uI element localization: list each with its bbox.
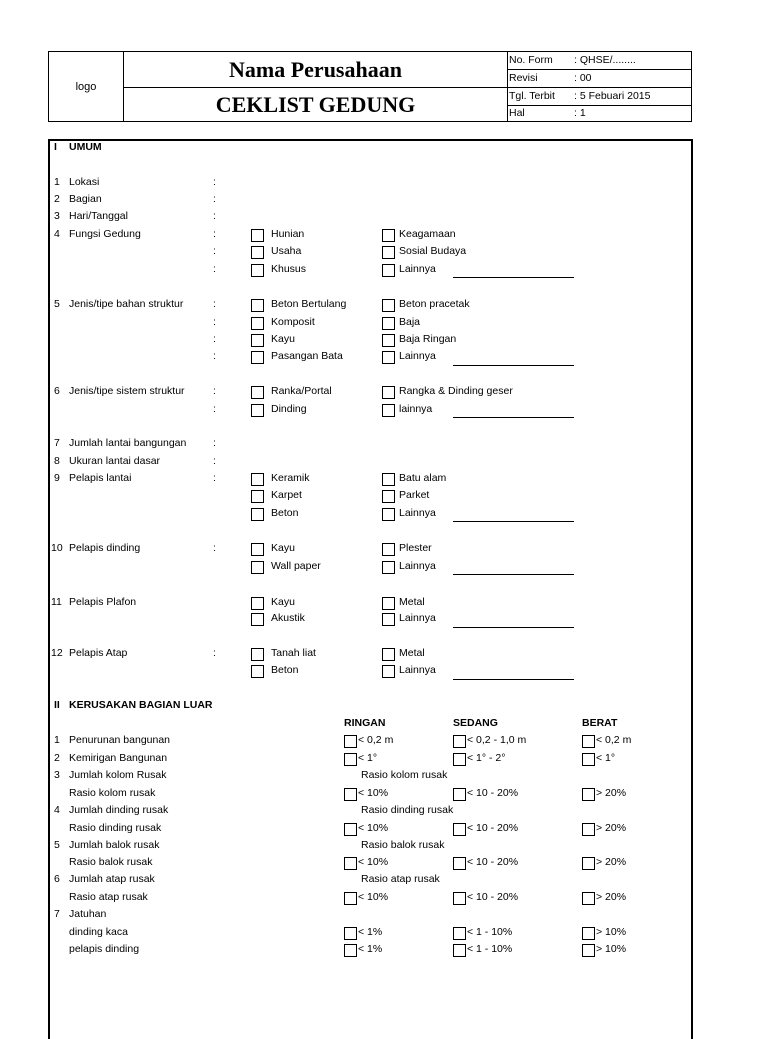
fill-in-line[interactable] <box>453 574 574 575</box>
checkbox-berat[interactable] <box>582 735 595 748</box>
item-label: Rasio balok rusak <box>69 856 153 868</box>
option-label: < 10 - 20% <box>467 856 519 868</box>
option-label: Lainnya <box>399 560 436 572</box>
option-label: Usaha <box>271 245 302 257</box>
checkbox-sedang[interactable] <box>453 927 466 940</box>
item-label: Jumlah balok rusak <box>69 839 160 851</box>
item-label: Jumlah dinding rusak <box>69 804 169 816</box>
option-label: Lainnya <box>399 664 436 676</box>
item-label: Hari/Tanggal <box>69 210 128 222</box>
option-label: Kayu <box>271 333 295 345</box>
option-label: Beton pracetak <box>399 298 470 310</box>
option-label: Kayu <box>271 596 295 608</box>
checkbox-beton-bertulang[interactable] <box>251 299 264 312</box>
option-label: > 20% <box>596 787 627 799</box>
logo-placeholder: logo <box>49 52 124 121</box>
fill-in-line[interactable] <box>453 627 574 628</box>
option-label: > 20% <box>596 822 627 834</box>
checkbox-metal[interactable] <box>382 648 395 661</box>
info-value: : QHSE/........ <box>574 54 636 66</box>
info-key: Revisi <box>509 72 538 84</box>
option-label: < 10 - 20% <box>467 787 519 799</box>
fill-in-line[interactable] <box>453 277 574 278</box>
colon: : <box>213 298 216 310</box>
checkbox-plester[interactable] <box>382 543 395 556</box>
option-label: Metal <box>399 596 425 608</box>
option-label: < 10% <box>358 787 389 799</box>
checkbox-berat[interactable] <box>582 944 595 957</box>
colon: : <box>213 210 216 222</box>
colon: : <box>213 245 216 257</box>
item-number: 4 <box>54 228 60 240</box>
checkbox-beton-pracetak[interactable] <box>382 299 395 312</box>
option-label: Baja Ringan <box>399 333 457 345</box>
info-value: : 00 <box>574 72 592 84</box>
option-label: < 1 - 10% <box>467 943 513 955</box>
checkbox-khusus[interactable] <box>251 264 264 277</box>
colon: : <box>213 176 216 188</box>
info-row-hal <box>508 105 691 122</box>
column-header-ringan: RINGAN <box>344 717 386 729</box>
section-number: II <box>54 699 60 711</box>
sub-heading: Rasio balok rusak <box>361 839 445 851</box>
section-title: KERUSAKAN BAGIAN LUAR <box>69 699 213 711</box>
colon: : <box>213 437 216 449</box>
option-label: < 0,2 m <box>596 734 632 746</box>
option-label: Metal <box>399 647 425 659</box>
checkbox-kayu[interactable] <box>251 597 264 610</box>
item-label: Jumlah kolom Rusak <box>69 769 167 781</box>
item-label: Rasio kolom rusak <box>69 787 156 799</box>
item-number: 6 <box>54 385 60 397</box>
option-label: < 1° - 2° <box>467 752 506 764</box>
option-label: Baja <box>399 316 421 328</box>
item-number: 7 <box>54 908 60 920</box>
item-number: 10 <box>51 542 63 554</box>
checkbox-kayu[interactable] <box>251 543 264 556</box>
option-label: Tanah liat <box>271 647 316 659</box>
checklist-frame <box>48 139 693 1039</box>
checkbox-rangka-dinding-geser[interactable] <box>382 386 395 399</box>
item-number: 11 <box>51 596 62 608</box>
colon: : <box>213 193 216 205</box>
item-label: Jumlah atap rusak <box>69 873 155 885</box>
option-label: Lainnya <box>399 507 436 519</box>
checkbox-komposit[interactable] <box>251 317 264 330</box>
colon: : <box>213 385 216 397</box>
option-label: < 0,2 m <box>358 734 394 746</box>
option-label: Beton Bertulang <box>271 298 347 310</box>
checkbox-batu-alam[interactable] <box>382 473 395 486</box>
item-number: 4 <box>54 804 60 816</box>
checkbox-karpet[interactable] <box>251 490 264 503</box>
option-label: Parket <box>399 489 430 501</box>
option-label: Akustik <box>271 612 305 624</box>
info-row-revisi <box>508 70 691 88</box>
option-label: Batu alam <box>399 472 447 484</box>
item-number: 2 <box>54 193 60 205</box>
colon: : <box>213 403 216 415</box>
checkbox-ranka-portal[interactable] <box>251 386 264 399</box>
checkbox-lainnya[interactable] <box>382 665 395 678</box>
sub-heading: Rasio kolom rusak <box>361 769 448 781</box>
item-label: Jenis/tipe bahan struktur <box>69 298 184 310</box>
option-label: < 1% <box>358 926 383 938</box>
option-label: Khusus <box>271 263 307 275</box>
option-label: < 10 - 20% <box>467 891 519 903</box>
option-label: Sosial Budaya <box>399 245 467 257</box>
checkbox-pasangan-bata[interactable] <box>251 351 264 364</box>
sub-heading: Rasio atap rusak <box>361 873 440 885</box>
checkbox-beton[interactable] <box>251 665 264 678</box>
option-label: Dinding <box>271 403 307 415</box>
checkbox-beton[interactable] <box>251 508 264 521</box>
info-key: No. Form <box>509 54 553 66</box>
checkbox-lainnya[interactable] <box>382 508 395 521</box>
colon: : <box>213 455 216 467</box>
option-label: < 10 - 20% <box>467 822 519 834</box>
checkbox-dinding[interactable] <box>251 404 264 417</box>
checkbox-sedang[interactable] <box>453 944 466 957</box>
colon: : <box>213 333 216 345</box>
colon: : <box>213 316 216 328</box>
item-label: Jenis/tipe sistem struktur <box>69 385 185 397</box>
checkbox-wall-paper[interactable] <box>251 561 264 574</box>
option-label: < 1 - 10% <box>467 926 513 938</box>
item-number: 9 <box>54 472 60 484</box>
checkbox-berat[interactable] <box>582 892 595 905</box>
checkbox-sosial-budaya[interactable] <box>382 246 395 259</box>
item-number: 3 <box>54 769 60 781</box>
option-label: Hunian <box>271 228 305 240</box>
option-label: Plester <box>399 542 432 554</box>
option-label: Beton <box>271 507 299 519</box>
section-title: UMUM <box>69 141 102 153</box>
info-row-terbit <box>508 88 691 106</box>
colon: : <box>213 647 216 659</box>
option-label: < 1° <box>358 752 378 764</box>
option-label: Lainnya <box>399 263 436 275</box>
checkbox-berat[interactable] <box>582 857 595 870</box>
checkbox-usaha[interactable] <box>251 246 264 259</box>
checkbox-ringan[interactable] <box>344 788 357 801</box>
item-label: Ukuran lantai dasar <box>69 455 161 467</box>
checkbox-baja-ringan[interactable] <box>382 334 395 347</box>
column-header-sedang: SEDANG <box>453 717 498 729</box>
item-number: 5 <box>54 298 60 310</box>
option-label: < 10% <box>358 822 389 834</box>
item-label: Pelapis Plafon <box>69 596 137 608</box>
option-label: Keagamaan <box>399 228 456 240</box>
item-label: Jatuhan <box>69 908 107 920</box>
option-label: Rangka & Dinding geser <box>399 385 513 397</box>
document-header <box>48 51 692 122</box>
option-label: > 10% <box>596 943 627 955</box>
checkbox-berat[interactable] <box>582 788 595 801</box>
checkbox-ringan[interactable] <box>344 823 357 836</box>
option-label: > 10% <box>596 926 627 938</box>
option-label: Komposit <box>271 316 315 328</box>
option-label: Kayu <box>271 542 295 554</box>
checkbox-ringan[interactable] <box>344 944 357 957</box>
item-label: dinding kaca <box>69 926 128 938</box>
option-label: Wall paper <box>271 560 321 572</box>
item-label: Rasio atap rusak <box>69 891 148 903</box>
info-value: : 5 Febuari 2015 <box>574 90 651 102</box>
checkbox-sedang[interactable] <box>453 823 466 836</box>
checkbox-ringan[interactable] <box>344 927 357 940</box>
info-key: Hal <box>509 107 525 119</box>
checkbox-lainnya[interactable] <box>382 613 395 626</box>
option-label: Lainnya <box>399 612 436 624</box>
item-label: Bagian <box>69 193 102 205</box>
item-number: 6 <box>54 873 60 885</box>
option-label: < 1% <box>358 943 383 955</box>
item-number: 5 <box>54 839 60 851</box>
option-label: > 20% <box>596 856 627 868</box>
item-label: Pelapis Atap <box>69 647 128 659</box>
item-label: Fungsi Gedung <box>69 228 141 240</box>
info-key: Tgl. Terbit <box>509 90 555 102</box>
checkbox-ringan[interactable] <box>344 857 357 870</box>
checkbox-berat[interactable] <box>582 823 595 836</box>
fill-in-line[interactable] <box>453 417 574 418</box>
checkbox-lainnya[interactable] <box>382 561 395 574</box>
option-label: Ranka/Portal <box>271 385 332 397</box>
item-number: 3 <box>54 210 60 222</box>
option-label: < 10% <box>358 856 389 868</box>
option-label: < 0,2 - 1,0 m <box>467 734 527 746</box>
colon: : <box>213 542 216 554</box>
fill-in-line[interactable] <box>453 365 574 366</box>
checkbox-keagamaan[interactable] <box>382 229 395 242</box>
checkbox-sedang[interactable] <box>453 788 466 801</box>
checkbox-sedang[interactable] <box>453 857 466 870</box>
item-label: Pelapis lantai <box>69 472 132 484</box>
section-number: I <box>54 141 57 153</box>
checkbox-lainnya[interactable] <box>382 351 395 364</box>
item-label: pelapis dinding <box>69 943 140 955</box>
checkbox-kayu[interactable] <box>251 334 264 347</box>
checkbox-baja[interactable] <box>382 317 395 330</box>
checkbox-lainnya[interactable] <box>382 264 395 277</box>
checkbox-metal[interactable] <box>382 597 395 610</box>
checkbox-ringan[interactable] <box>344 753 357 766</box>
item-number: 1 <box>54 734 60 746</box>
company-name: Nama Perusahaan <box>124 52 508 88</box>
item-label: Lokasi <box>69 176 100 188</box>
colon: : <box>213 472 216 484</box>
checkbox-keramik[interactable] <box>251 473 264 486</box>
option-label: Pasangan Bata <box>271 350 343 362</box>
item-label: Jumlah lantai bangungan <box>69 437 187 449</box>
checkbox-ringan[interactable] <box>344 735 357 748</box>
checkbox-ringan[interactable] <box>344 892 357 905</box>
colon: : <box>213 350 216 362</box>
document-title: CEKLIST GEDUNG <box>124 88 508 121</box>
checkbox-parket[interactable] <box>382 490 395 503</box>
fill-in-line[interactable] <box>453 521 574 522</box>
checkbox-lainnya[interactable] <box>382 404 395 417</box>
info-row-form <box>508 52 691 70</box>
item-label: Kemirigan Bangunan <box>69 752 168 764</box>
checkbox-berat[interactable] <box>582 927 595 940</box>
checkbox-berat[interactable] <box>582 753 595 766</box>
checkbox-akustik[interactable] <box>251 613 264 626</box>
checkbox-sedang[interactable] <box>453 753 466 766</box>
option-label: Beton <box>271 664 299 676</box>
column-header-berat: BERAT <box>582 717 618 729</box>
option-label: Lainnya <box>399 350 436 362</box>
item-number: 8 <box>54 455 60 467</box>
colon: : <box>213 228 216 240</box>
option-label: < 1° <box>596 752 616 764</box>
option-label: > 20% <box>596 891 627 903</box>
item-number: 1 <box>54 176 60 188</box>
colon: : <box>213 263 216 275</box>
fill-in-line[interactable] <box>453 679 574 680</box>
item-label: Penurunan bangunan <box>69 734 171 746</box>
item-number: 12 <box>51 647 63 659</box>
checkbox-sedang[interactable] <box>453 892 466 905</box>
option-label: < 10% <box>358 891 389 903</box>
item-label: Rasio dinding rusak <box>69 822 162 834</box>
sub-heading: Rasio dinding rusak <box>361 804 454 816</box>
item-number: 7 <box>54 437 60 449</box>
checkbox-hunian[interactable] <box>251 229 264 242</box>
option-label: lainnya <box>399 403 433 415</box>
info-value: : 1 <box>574 107 586 119</box>
option-label: Keramik <box>271 472 310 484</box>
item-number: 2 <box>54 752 60 764</box>
checkbox-tanah-liat[interactable] <box>251 648 264 661</box>
item-label: Pelapis dinding <box>69 542 141 554</box>
option-label: Karpet <box>271 489 302 501</box>
checkbox-sedang[interactable] <box>453 735 466 748</box>
